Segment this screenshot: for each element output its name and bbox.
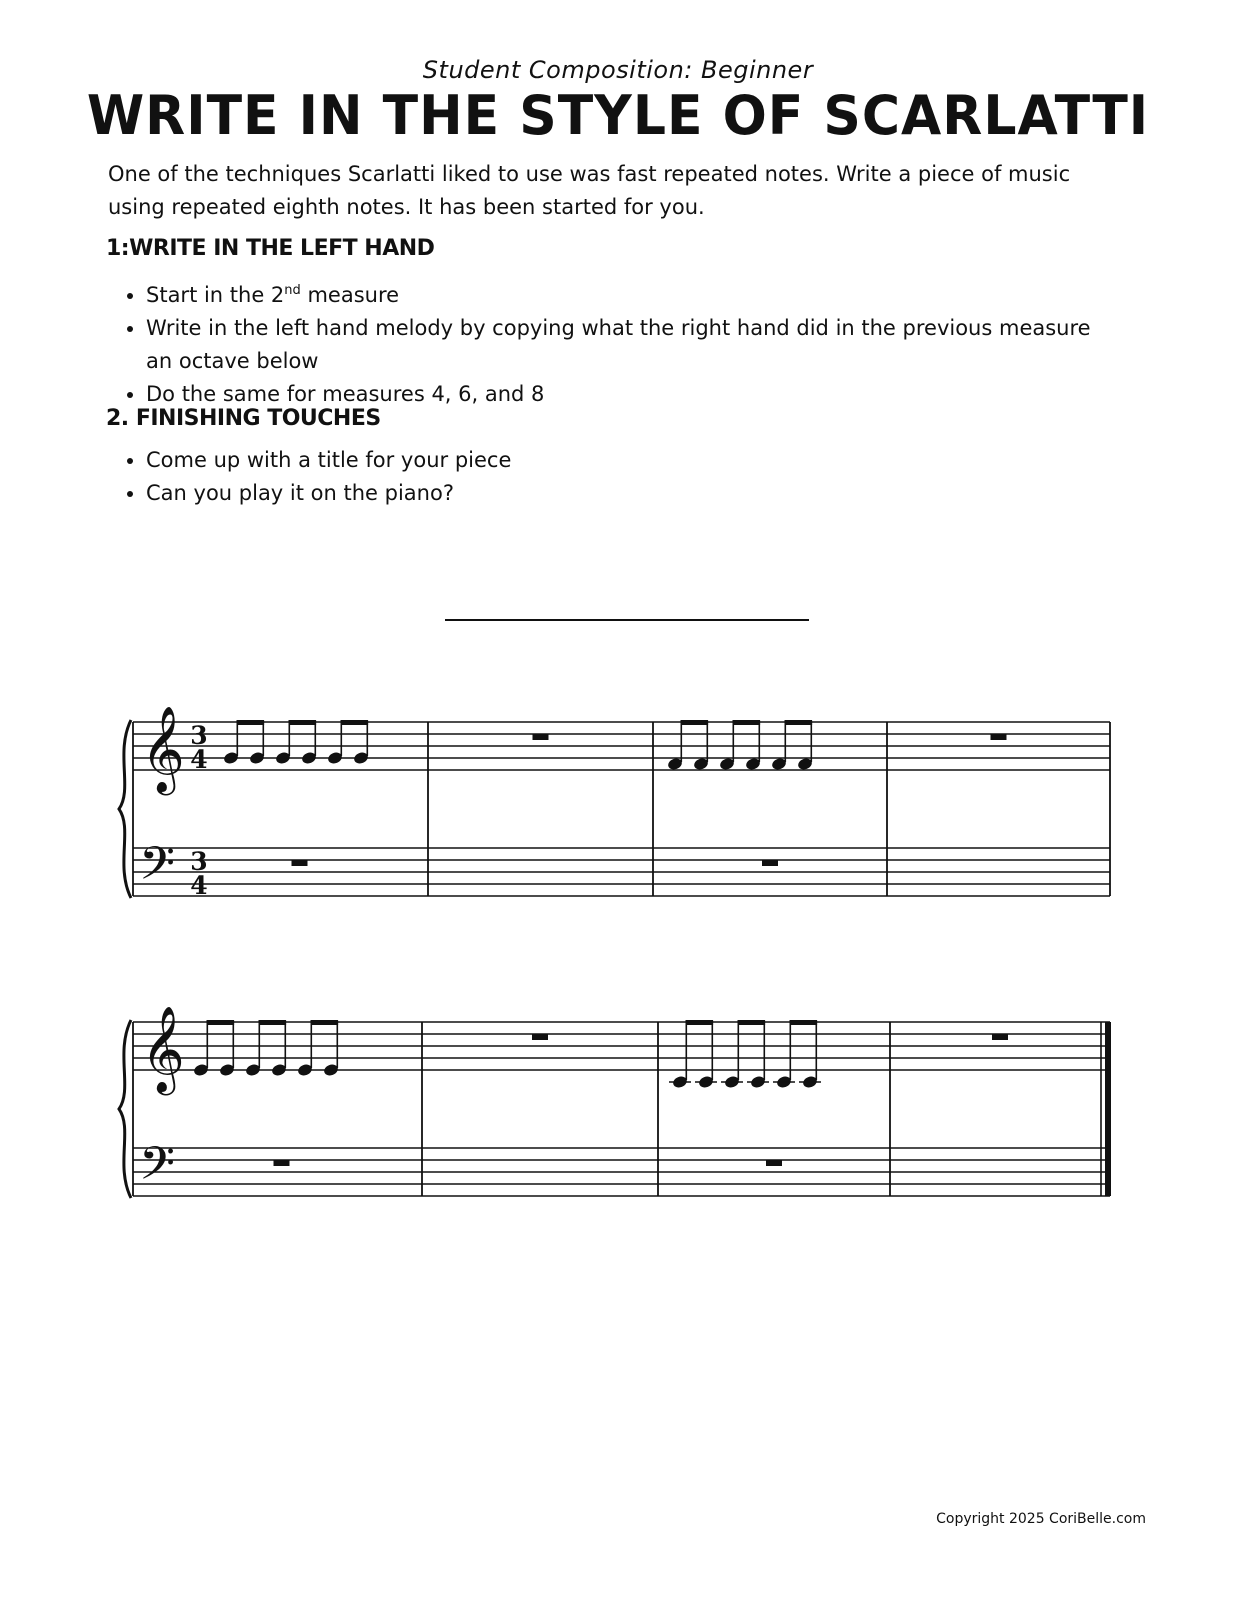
bass-time-sig-numerator: 3 <box>190 847 208 876</box>
intro-paragraph: One of the techniques Scarlatti liked to use was fast repeated notes. Write a piece of music using repeated eighth notes. It has been started for you. <box>108 162 1071 219</box>
eighth-beam <box>207 1020 235 1025</box>
eighth-beam <box>237 720 265 725</box>
section-1-heading: 1:WRITE IN THE LEFT HAND <box>106 236 435 261</box>
eighth-beam <box>259 1020 287 1025</box>
whole-rest <box>762 860 778 866</box>
whole-rest <box>532 1034 548 1040</box>
treble-clef: 𝄞 <box>141 1006 185 1092</box>
eighth-beam <box>738 1020 766 1025</box>
treble-clef: 𝄞 <box>141 706 185 792</box>
eighth-beam <box>785 720 813 725</box>
bass-clef: 𝄢 <box>139 1137 176 1202</box>
treble-time-sig-denominator: 4 <box>190 745 208 774</box>
eighth-beam <box>341 720 369 725</box>
whole-rest <box>533 734 549 740</box>
copyright-notice: Copyright 2025 CoriBelle.com <box>936 1511 1146 1527</box>
final-barline-thick <box>1105 1022 1111 1196</box>
worksheet-subtitle: Student Composition: Beginner <box>422 56 814 84</box>
worksheet-title: WRITE IN THE STYLE OF SCARLATTI <box>86 84 1150 148</box>
bass-time-sig-denominator: 4 <box>190 871 208 900</box>
list-item: • Can you play it on the piano? <box>146 477 1106 510</box>
whole-rest <box>991 734 1007 740</box>
whole-rest <box>274 1160 290 1166</box>
brace <box>119 720 131 898</box>
list-item: • Do the same for measures 4, 6, and 8 <box>146 378 1106 411</box>
section-2-heading: 2. FINISHING TOUCHES <box>106 406 381 431</box>
bass-clef: 𝄢 <box>139 837 176 902</box>
eighth-beam <box>681 720 709 725</box>
whole-rest <box>292 860 308 866</box>
brace <box>119 1020 131 1198</box>
eighth-beam <box>733 720 761 725</box>
treble-time-sig-numerator: 3 <box>190 721 208 750</box>
eighth-beam <box>686 1020 714 1025</box>
eighth-beam <box>790 1020 818 1025</box>
list-item: • Come up with a title for your piece <box>146 444 1106 477</box>
eighth-beam <box>311 1020 339 1025</box>
list-item: • Write in the left hand melody by copying what the right hand did in the previous measure an octave below <box>146 312 1106 378</box>
whole-rest <box>766 1160 782 1166</box>
whole-rest <box>992 1034 1008 1040</box>
eighth-beam <box>289 720 317 725</box>
list-item: • Start in the 2nd measure <box>146 274 1106 312</box>
